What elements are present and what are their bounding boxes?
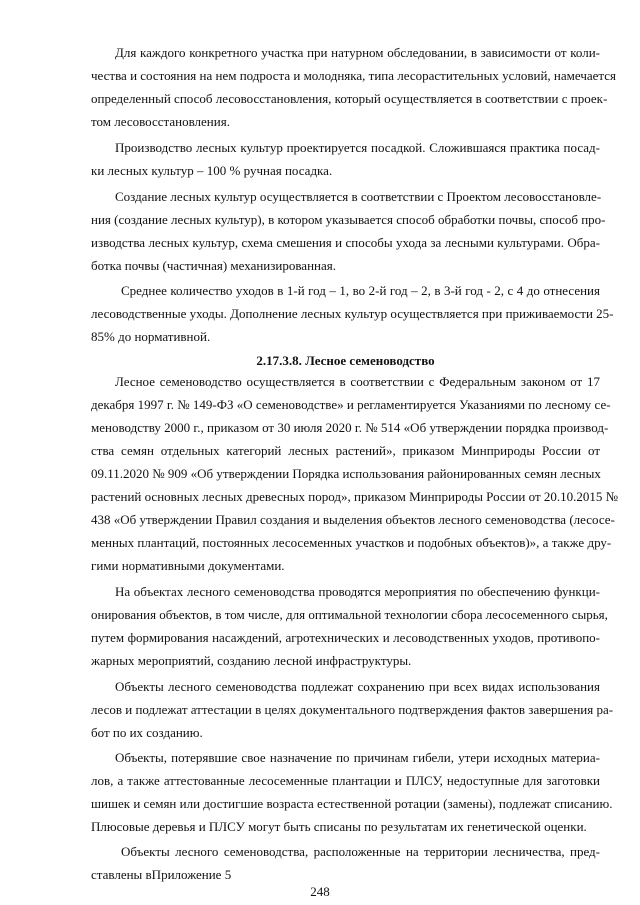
text-line: определенный способ лесовосстановления, который осуществляется в соответствии с проек- [91,91,608,106]
text-line: жарных мероприятий, созданию лесной инфраструктуры. [91,653,412,668]
text-line: декабря 1997 г. № 149-ФЗ «О семеноводстве» и регламентируется Указаниями по лесному се- [91,397,611,412]
text-line: ботка почвы (частичная) механизированная. [91,258,336,273]
text-line: путем формирования насаждений, агротехнических и лесоводственных уходов, противопо- [91,630,600,645]
text-line: 438 «Об утверждении Правил создания и выделения объектов лесного семеноводства (лесосе- [91,512,615,527]
text-line: менных плантаций, постоянных лесосеменных участков и подобных объектов)», а также дру- [91,535,612,550]
text-line: изводства лесных культур, схема смешения и способы ухода за лесными культурами. Обра- [91,235,600,250]
text-line: ставлены вПриложение 5 [91,867,232,882]
text-line: Объекты, потерявшие свое назначение по причинам гибели, утери исходных материа- [115,750,600,765]
text-line: онирования объектов, в том числе, для оптимальной технологии сбора лесосеменного сырья, [91,607,608,622]
text-line: ки лесных культур – 100 % ручная посадка. [91,163,333,178]
text-line: На объектах лесного семеноводства проводятся мероприятия по обеспечению функци- [115,584,600,599]
page-number: 248 [310,884,330,899]
text-line: бот по их созданию. [91,725,203,740]
text-line: том лесовосстановления. [91,114,230,129]
text-line: Среднее количество уходов в 1-й год – 1, во 2-й год – 2, в 3-й год - 2, с 4 до отнесения [121,283,600,298]
text-line: лесоводственные уходы. Дополнение лесных культур осуществляется при приживаемости 25- [91,306,614,321]
text-line: ства семян отдельных категорий лесных растений», приказом Минприроды России от [91,443,600,458]
text-line: Объекты лесного семеноводства подлежат сохранению при всех видах использования [115,679,600,694]
text-line: шишек и семян или достигшие возраста естественной ротации (замены), подлежат списанию. [91,796,613,811]
text-line: гими нормативными документами. [91,558,285,573]
text-line: Плюсовые деревья и ПЛСУ могут быть списаны по результатам их генетической оценки. [91,819,587,834]
text-line: меноводству 2000 г., приказом от 30 июля 2020 г. № 514 «Об утверждении порядка производ- [91,420,609,435]
text-line: Создание лесных культур осуществляется в соответствии с Проектом лесовосстановле- [115,189,602,204]
text-line: 85% до нормативной. [91,329,211,344]
text-line: 09.11.2020 № 909 «Об утверждении Порядка использования районированных семян лесных [91,466,601,481]
text-line: Производство лесных культур проектируется посадкой. Сложившаяся практика посад- [115,140,600,155]
text-line: чества и состояния на нем подроста и молодняка, типа лесорастительных условий, намечается [91,68,617,83]
text-line: Объекты лесного семеноводства, расположенные на территории лесничества, пред- [121,844,600,859]
text-line: лов, а также аттестованные лесосеменные плантации и ПЛСУ, недоступные для заготовки [91,773,600,788]
section-heading: 2.17.3.8. Лесное семеноводство [256,353,435,368]
text-line: Для каждого конкретного участка при натурном обследовании, в зависимости от коли- [115,45,600,60]
text-line: ния (создание лесных культур), в котором указывается способ обработки почвы, способ про- [91,212,606,227]
text-line: лесов и подлежат аттестации в целях документального подтверждения фактов завершения ра- [91,702,614,717]
text-line: Лесное семеноводство осуществляется в соответствии с Федеральным законом от 17 [115,374,600,389]
text-line: растений основных лесных древесных пород», приказом Минприроды России от 20.10.2015 № [91,489,619,504]
